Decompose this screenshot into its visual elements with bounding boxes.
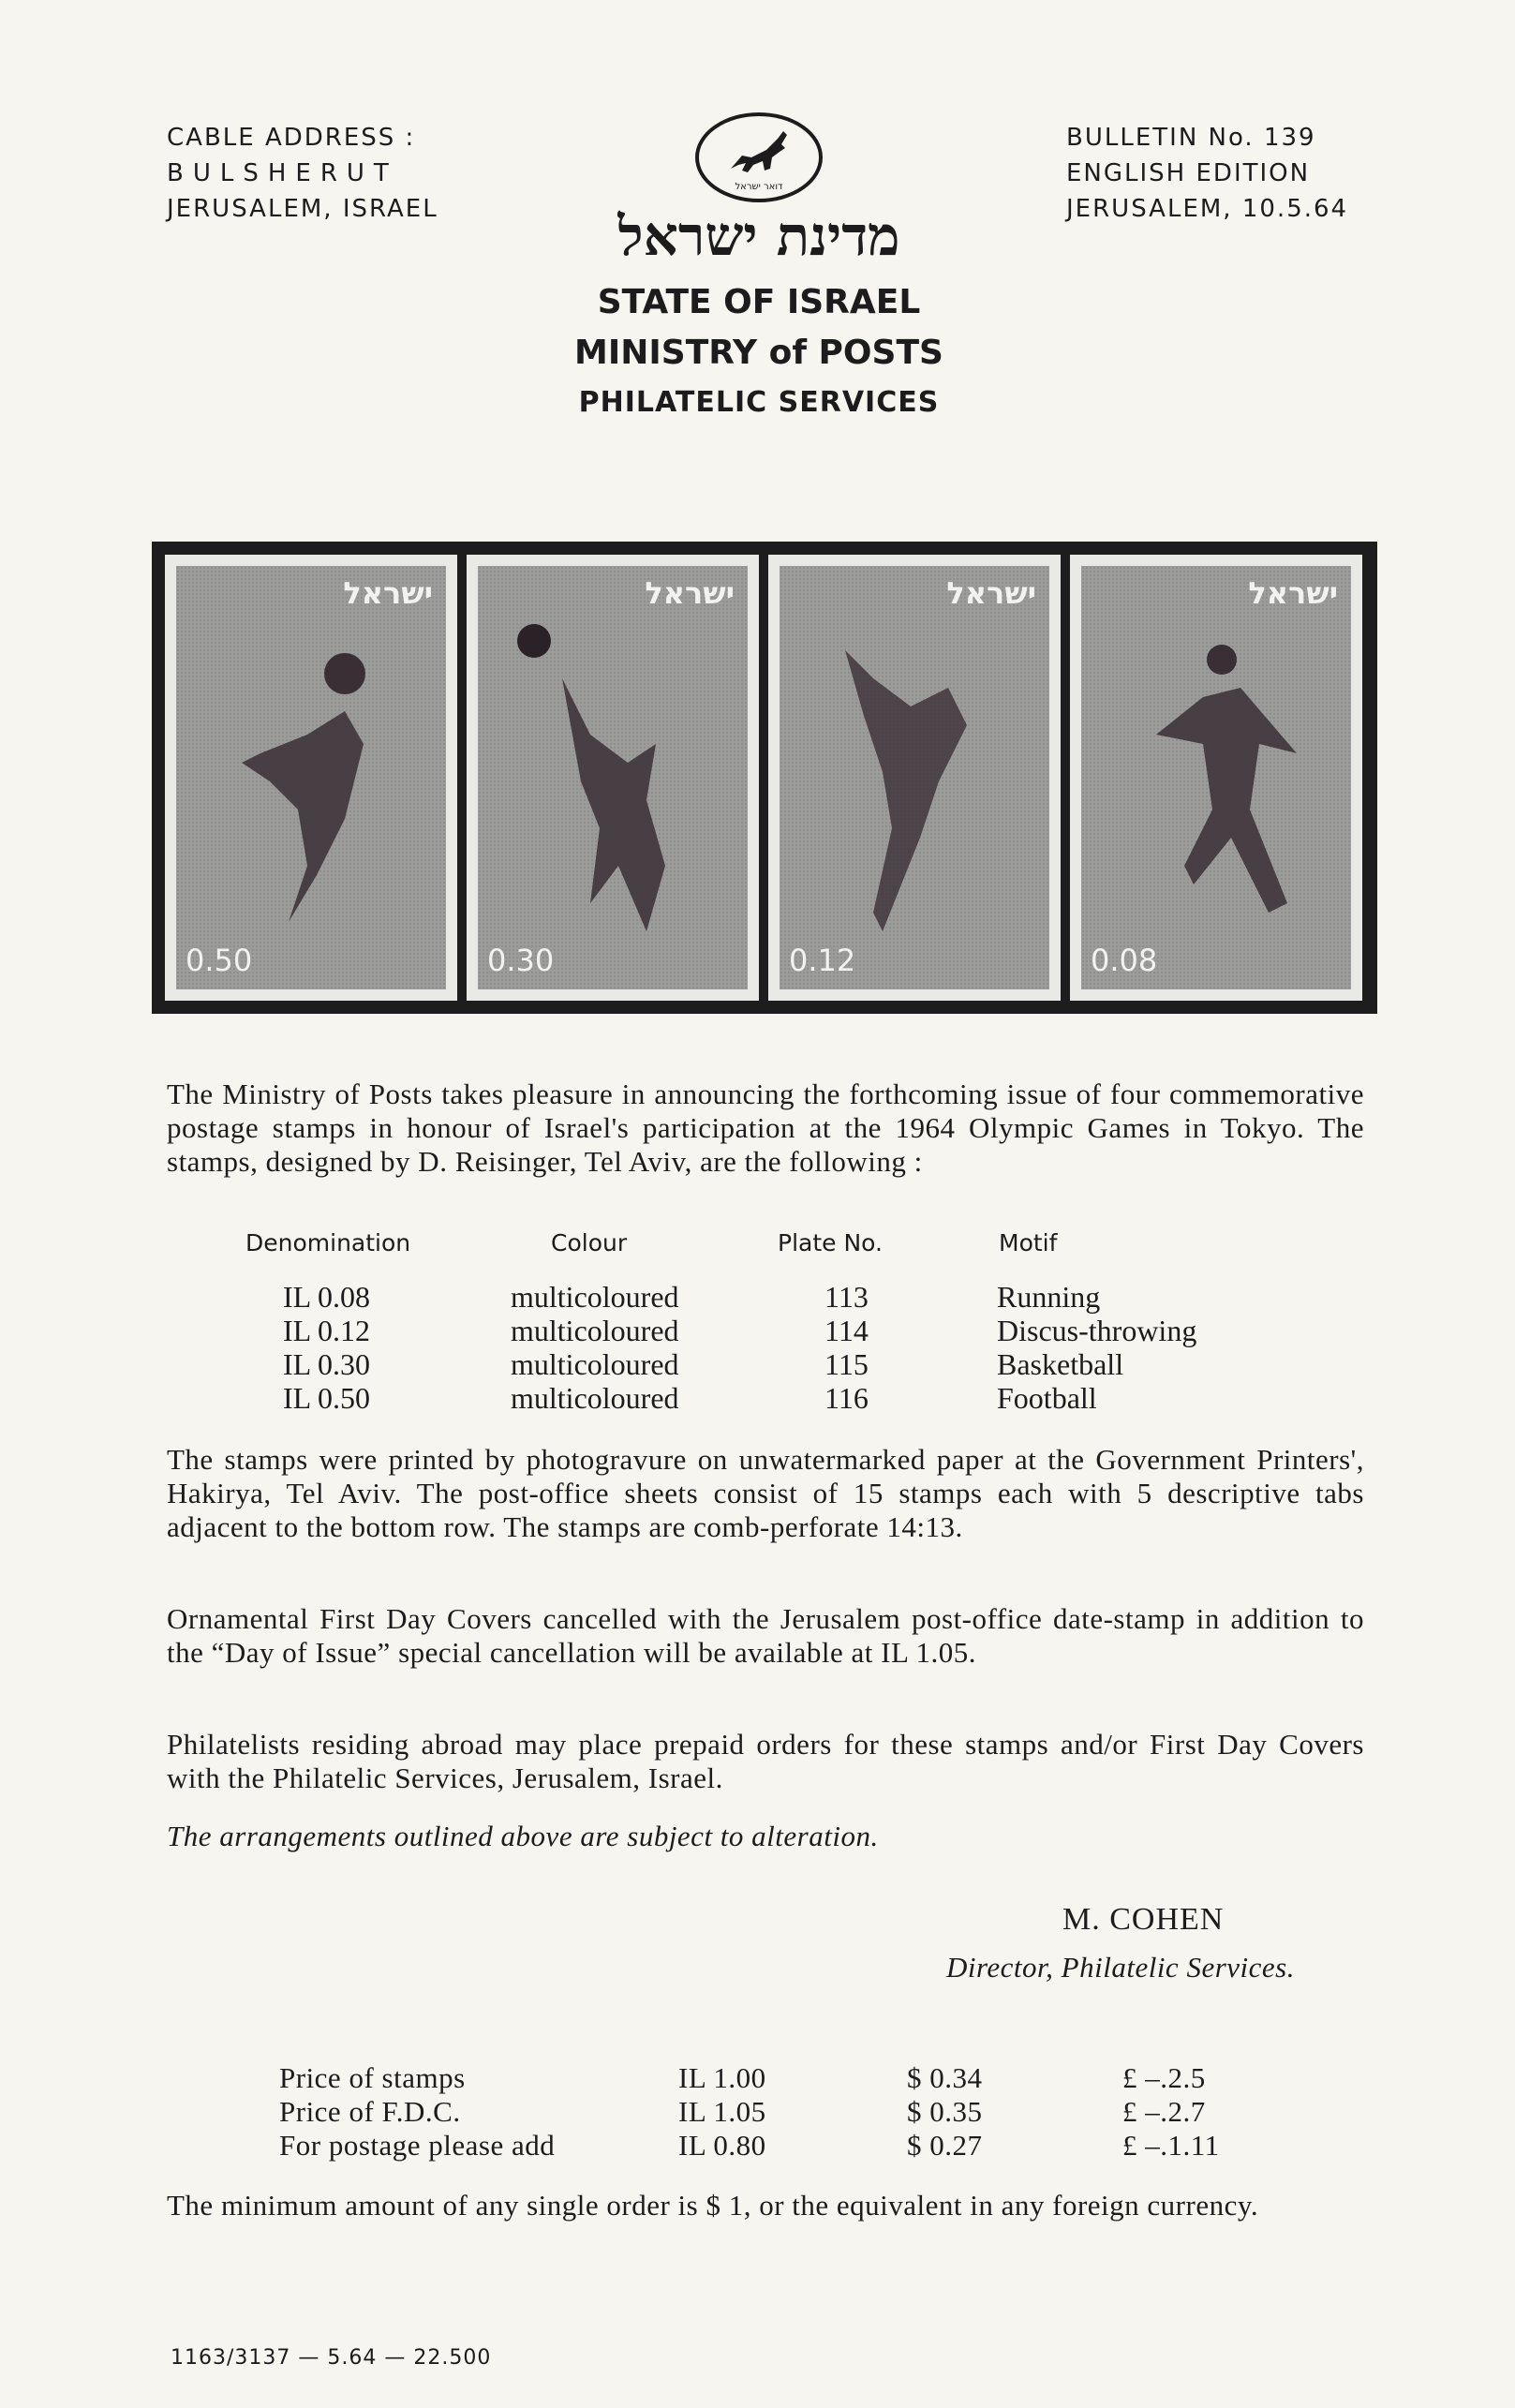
price-gbp: £ –.2.7 [1122, 2095, 1206, 2128]
philatelic-services-title: PHILATELIC SERVICES [578, 386, 940, 419]
price-gbp: £ –.1.11 [1122, 2129, 1220, 2162]
cable-address-value: BULSHERUT [167, 159, 398, 187]
table-cell: multicoloured [511, 1347, 679, 1381]
discus-thrower-figure [808, 622, 1023, 959]
minimum-order-note: The minimum amount of any single order is $ 1, or the equivalent in any foreign currency. [167, 2189, 1259, 2222]
alteration-notice: The arrangements outlined above are subject to alteration. [167, 1820, 879, 1852]
table-cell: multicoloured [511, 1314, 679, 1347]
table-cell: 116 [824, 1381, 869, 1415]
table-header-colour: Colour [551, 1229, 628, 1256]
table-cell: multicoloured [511, 1381, 679, 1415]
runner-figure [1109, 622, 1325, 959]
table-header-plate: Plate No. [778, 1229, 883, 1256]
stamp-discus [768, 555, 1061, 1001]
bulletin-number: BULLETIN No. 139 [1066, 124, 1316, 152]
stamp-denomination: 0.50 [186, 943, 253, 978]
state-title: STATE OF ISRAEL [597, 283, 921, 321]
table-cell: IL 0.08 [283, 1280, 371, 1314]
bulletin-edition: ENGLISH EDITION [1066, 159, 1311, 187]
table-cell: 114 [824, 1314, 869, 1347]
price-label: Price of stamps [279, 2061, 466, 2094]
stamp-country-label: ישראל [645, 575, 735, 611]
price-label: For postage please add [279, 2129, 556, 2162]
stamp-denomination: 0.30 [487, 943, 555, 978]
price-gbp: £ –.2.5 [1122, 2061, 1206, 2094]
orders-abroad-paragraph: Philatelists residing abroad may place prepaid orders for these stamps and/or First Day Covers with the Philatelic Services, Jerusalem, Israel. [167, 1728, 1364, 1794]
print-code: 1163/3137 — 5.64 — 22.500 [171, 2346, 492, 2370]
ministry-title: MINISTRY of POSTS [574, 334, 943, 372]
signatory-title: Director, Philatelic Services. [946, 1951, 1295, 1984]
table-cell: Basketball [997, 1347, 1124, 1381]
price-usd: $ 0.27 [907, 2129, 983, 2162]
table-header-denomination: Denomination [245, 1229, 411, 1256]
price-il: IL 1.00 [678, 2061, 766, 2094]
table-cell: IL 0.50 [283, 1381, 371, 1415]
table-header-motif: Motif [999, 1229, 1058, 1256]
signatory-name: M. COHEN [1062, 1902, 1225, 1937]
intro-paragraph: The Ministry of Posts takes pleasure in announcing the forthcoming issue of four commemorative postage stamps in honour of Israel's participation at the 1964 Olympic Games in Tokyo. The stamps, designed by D. Reisinger, Tel Aviv, are the following : [167, 1078, 1364, 1178]
bulletin-info-block [1066, 120, 1348, 227]
table-cell: Football [997, 1381, 1097, 1415]
stamp-country-label: ישראל [343, 575, 433, 611]
stamp-denomination: 0.08 [1091, 943, 1158, 978]
stamp-running [1070, 555, 1362, 1001]
price-label: Price of F.D.C. [279, 2095, 461, 2128]
table-cell: IL 0.30 [283, 1347, 371, 1381]
hebrew-title: מדינת ישראל [617, 204, 900, 268]
first-day-covers-paragraph: Ornamental First Day Covers cancelled with the Jerusalem post-office date-stamp in addition to the “Day of Issue” special cancellation will be available at IL 1.05. [167, 1602, 1364, 1669]
table-cell: 115 [824, 1347, 869, 1381]
cable-address-city: JERUSALEM, ISRAEL [167, 195, 438, 223]
stamp-country-label: ישראל [946, 575, 1036, 611]
football-player-figure [204, 622, 420, 959]
emblem-caption: דואר ישראל [735, 182, 783, 192]
price-usd: $ 0.35 [907, 2095, 983, 2128]
postal-emblem-logo [693, 111, 824, 204]
stamp-country-label: ישראל [1248, 575, 1338, 611]
table-cell: Discus-throwing [997, 1314, 1197, 1347]
stamp-football [165, 555, 457, 1001]
table-cell: Running [997, 1280, 1101, 1314]
table-cell: IL 0.12 [283, 1314, 371, 1347]
price-usd: $ 0.34 [907, 2061, 983, 2094]
price-il: IL 1.05 [678, 2095, 766, 2128]
bulletin-date: JERUSALEM, 10.5.64 [1066, 195, 1349, 223]
price-il: IL 0.80 [678, 2129, 766, 2162]
printing-paragraph: The stamps were printed by photogravure on unwatermarked paper at the Government Printers', Hakirya, Tel Aviv. The post-office sheets consist of 15 stamps each with 5 descriptive tabs adjacent to the bottom row. The stamps are comb-perforate 14:13. [167, 1443, 1364, 1543]
stamp-basketball [467, 555, 759, 1001]
stamp-strip-image [152, 542, 1377, 1014]
basketball-player-figure [506, 622, 721, 959]
table-cell: multicoloured [511, 1280, 679, 1314]
cable-address-block [167, 120, 438, 227]
stamp-denomination: 0.12 [789, 943, 856, 978]
cable-address-label: CABLE ADDRESS : [167, 124, 416, 152]
table-cell: 113 [824, 1280, 869, 1314]
